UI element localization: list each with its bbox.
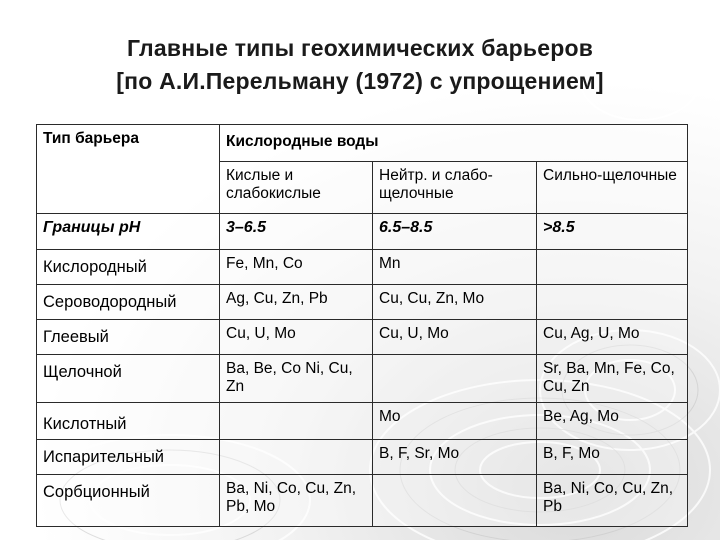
cell-neutral: Cu, U, Mo	[373, 320, 537, 355]
row-name: Глеевый	[37, 320, 220, 355]
cell-acidic	[220, 440, 373, 475]
header-oxygen-waters: Кислородные воды	[220, 125, 688, 162]
header-barrier-type: Тип барьера	[37, 125, 220, 214]
cell-neutral: Cu, Cu, Zn, Mo	[373, 285, 537, 320]
cell-acidic: Ag, Cu, Zn, Pb	[220, 285, 373, 320]
table-row	[37, 285, 688, 320]
table-row	[37, 320, 688, 355]
row-name: Сорбционный	[37, 475, 220, 527]
ph-acidic: 3–6.5	[220, 214, 373, 250]
table-row	[37, 355, 688, 403]
table-row	[37, 403, 688, 440]
row-name: Сероводородный	[37, 285, 220, 320]
cell-neutral	[373, 355, 537, 403]
cell-neutral: Mn	[373, 250, 537, 285]
ph-neutral: 6.5–8.5	[373, 214, 537, 250]
cell-alkaline: Cu, Ag, U, Mo	[537, 320, 688, 355]
cell-alkaline: Sr, Ba, Mn, Fe, Co, Cu, Zn	[537, 355, 688, 403]
row-name: Кислотный	[37, 403, 220, 440]
row-name: Испарительный	[37, 440, 220, 475]
cell-acidic	[220, 403, 373, 440]
ph-row	[37, 214, 688, 250]
header-row	[37, 125, 688, 162]
subheader-alkaline: Сильно-щелочные	[537, 162, 688, 214]
ph-alkaline: >8.5	[537, 214, 688, 250]
title-line-1: Главные типы геохимических барьеров	[126, 35, 594, 61]
row-name: Кислородный	[37, 250, 220, 285]
subheader-neutral: Нейтр. и слабо-щелочные	[373, 162, 537, 214]
slide-title	[0, 32, 720, 98]
cell-alkaline: Be, Ag, Mo	[537, 403, 688, 440]
cell-acidic: Fe, Mn, Co	[220, 250, 373, 285]
row-name: Щелочной	[37, 355, 220, 403]
ph-label: Границы pH	[37, 214, 220, 250]
cell-acidic: Cu, U, Mo	[220, 320, 373, 355]
table-row	[37, 475, 688, 527]
cell-acidic: Ba, Be, Co Ni, Cu, Zn	[220, 355, 373, 403]
table-row	[37, 440, 688, 475]
cell-alkaline	[537, 250, 688, 285]
cell-neutral: Mo	[373, 403, 537, 440]
cell-neutral	[373, 475, 537, 527]
cell-neutral: B, F, Sr, Mo	[373, 440, 537, 475]
cell-acidic: Ba, Ni, Co, Cu, Zn, Pb, Mo	[220, 475, 373, 527]
title-line-2: [по А.И.Перельману (1972) с упрощением]	[116, 68, 604, 94]
barrier-types-table	[36, 124, 688, 527]
cell-alkaline	[537, 285, 688, 320]
cell-alkaline: Ba, Ni, Co, Cu, Zn, Pb	[537, 475, 688, 527]
cell-alkaline: B, F, Mo	[537, 440, 688, 475]
subheader-acidic: Кислые и слабокислые	[220, 162, 373, 214]
table-row	[37, 250, 688, 285]
